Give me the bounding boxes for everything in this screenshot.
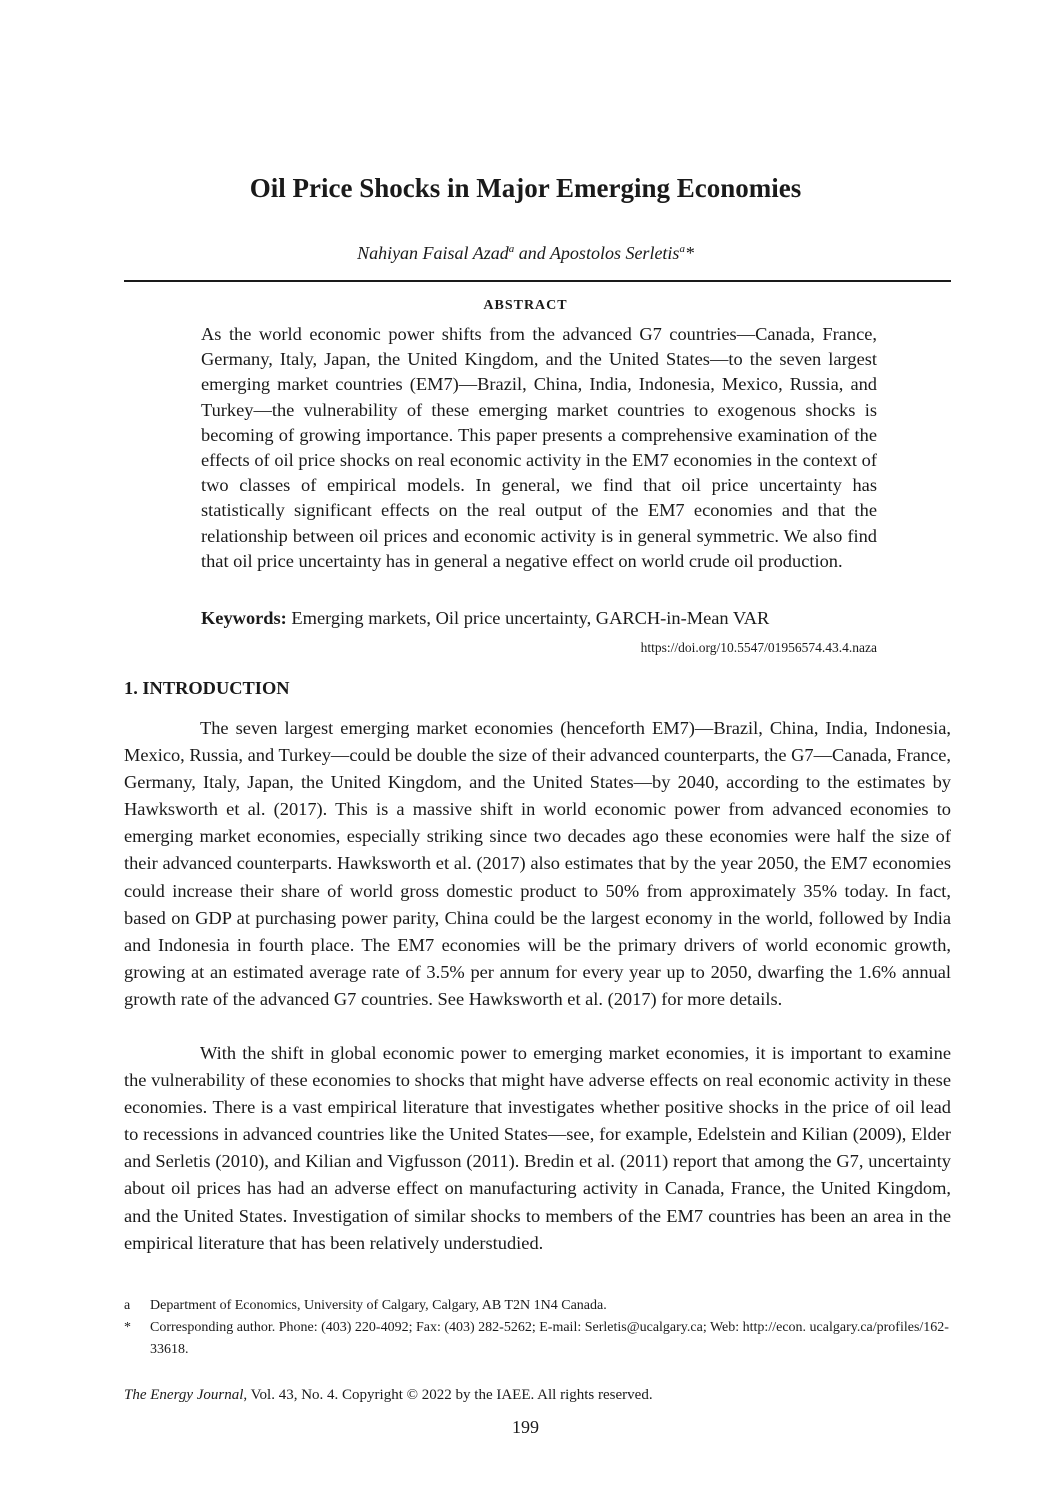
doi-link[interactable]: https://doi.org/10.5547/01956574.43.4.naza: [640, 640, 877, 655]
page-number: 199: [512, 1417, 539, 1437]
author-connector: and: [518, 243, 546, 263]
affiliation-mark: a: [508, 243, 515, 255]
author-name: Apostolos Serletis: [549, 243, 680, 263]
body-paragraph: The seven largest emerging market economies (henceforth EM7)—Brazil, China, India, Indonesia, Mexico, Russia, and Turkey—could be double the size of their advanced counterparts, the G7—Canada, France, Germany, Italy, Japan, the United Kingdom, and the United States—by 2040, according to the estimates by Hawksworth et al. (2017). This is a massive shift in world economic power from advanced economies to emerging market economies, especially striking since two decades ago these economies were half the size of their advanced counterparts. Hawksworth et al. (2017) also estimates that by the year 2050, the EM7 economies could increase their share of world gross domestic product to 50% from approximately 35% today. In fact, based on GDP at purchasing power parity, China could be the largest economy in the world, followed by India and Indonesia in fourth place. The EM7 economies will be the primary drivers of world economic growth, growing at an estimated average rate of 3.5% per annum for every year up to 2050, dwarfing the 1.6% annual growth rate of the advanced G7 countries. See Hawksworth et al. (2017) for more details.: [124, 718, 951, 1009]
author-name: Nahiyan Faisal Azad: [357, 243, 509, 263]
author-line: [0, 243, 1051, 264]
footnote-text: Department of Economics, University of Calgary, Calgary, AB T2N 1N4 Canada.: [150, 1298, 607, 1313]
footnote-mark: a: [124, 1298, 131, 1313]
title-divider: [124, 280, 951, 282]
footnote: [124, 1295, 951, 1317]
footnote-mark: *: [124, 1320, 131, 1335]
keywords-label: Keywords:: [201, 608, 287, 628]
keywords-line: [201, 606, 877, 631]
paper-title: Oil Price Shocks in Major Emerging Economies: [249, 173, 802, 203]
footnote-text: Corresponding author. Phone: (403) 220-4092; Fax: (403) 282-5262; E-mail: Serletis@ucalgary.ca; Web: http://econ. ucalgary.ca/profiles/162-33618.: [150, 1320, 949, 1357]
journal-citation: [124, 1387, 653, 1404]
abstract-heading: ABSTRACT: [483, 298, 568, 313]
journal-name: The Energy Journal: [124, 1387, 244, 1403]
body-paragraph: With the shift in global economic power to emerging market economies, it is important to examine the vulnerability of these economies to shocks that might have adverse effects on real economic activity in these economies. There is a vast empirical literature that investigates whether positive shocks in the price of oil lead to recessions in advanced countries like the United States—see, for example, Edelstein and Kilian (2009), Elder and Serletis (2010), and Kilian and Vigfusson (2011). Bredin et al. (2011) report that among the G7, uncertainty about oil prices has had an adverse effect on manufacturing activity in Canada, France, the United Kingdom, and the United States. Investigation of similar shocks to members of the EM7 countries has been an area in the empirical literature that has been relatively understudied.: [124, 1043, 951, 1253]
footnote: [124, 1317, 951, 1361]
footnotes: [124, 1295, 951, 1361]
section-heading: 1. INTRODUCTION: [124, 678, 290, 698]
affiliation-mark: a: [679, 243, 685, 255]
journal-info: , Vol. 43, No. 4. Copyright © 2022 by the IAEE. All rights reserved.: [243, 1387, 653, 1403]
keywords-list: Emerging markets, Oil price uncertainty, GARCH-in-Mean VAR: [291, 608, 770, 628]
corresponding-author-mark: *: [684, 243, 694, 263]
abstract-text: As the world economic power shifts from the advanced G7 countries—Canada, France, Germany, Italy, Japan, the United Kingdom, and the United States—to the seven largest emerging market countries (EM7)—Brazil, China, India, Indonesia, Mexico, Russia, and Turkey—the vulnerability of these emerging market countries to exogenous shocks is becoming of growing importance. This paper presents a comprehensive examination of the effects of oil price shocks on real economic activity in the EM7 economies in the context of two classes of empirical models. In general, we find that oil price uncertainty has statistically significant effects on the real output of the EM7 economies and that the relationship between oil prices and economic activity is in general symmetric. We also find that oil price uncertainty has in general a negative effect on world crude oil production.: [201, 324, 877, 571]
